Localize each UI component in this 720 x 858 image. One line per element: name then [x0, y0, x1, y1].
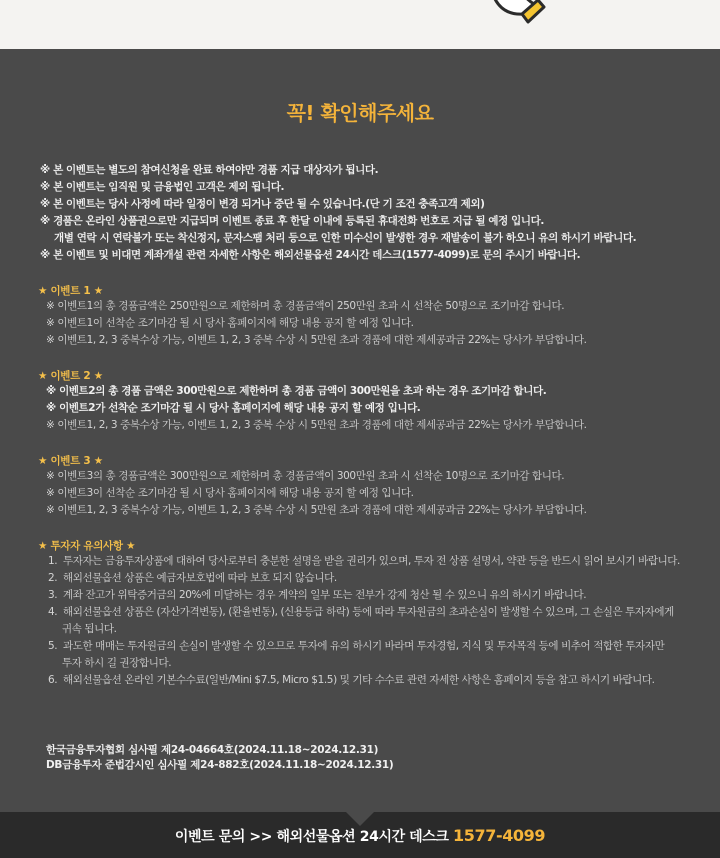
general-note: 개별 연락 시 연락불가 또는 착신정지, 문자스팸 처리 등으로 인한 미수신이 발생한 경우 재발송이 불가 하오니 유의 하시기 바랍니다. — [54, 232, 637, 244]
event2-note: ※ 이벤트1, 2, 3 중복수상 가능, 이벤트 1, 2, 3 중복 수상 시 5만원 초과 경품에 대한 제세공과금 22%는 당사가 부담합니다. — [46, 419, 587, 431]
investor-item-continued: 귀속 됩니다. — [62, 623, 117, 635]
event2-note: ※ 이벤트2의 총 경품 금액은 300만원으로 제한하며 총 경품 금액이 300만원을 초과 하는 경우 조기마감 합니다. — [46, 385, 547, 397]
investor-item: 4. 해외선물옵션 상품은 (자산가격변동), (환율변동), (신용등급 하락) 등에 따라 투자원금의 초과손실이 발생할 수 있으며, 그 손실은 투자자에게 — [48, 606, 674, 618]
event3-title: ★ 이벤트 3 ★ — [38, 455, 103, 467]
investor-item-continued: 투자 하시 길 권장합니다. — [62, 657, 172, 669]
event3-note: ※ 이벤트3이 선착순 조기마감 될 시 당사 홈페이지에 해당 내용 공지 할 예정 입니다. — [46, 487, 414, 499]
event1-note: ※ 이벤트1, 2, 3 중복수상 가능, 이벤트 1, 2, 3 중복 수상 시 5만원 초과 경품에 대한 제세공과금 22%는 당사가 부담합니다. — [46, 334, 587, 346]
event2-title: ★ 이벤트 2 ★ — [38, 370, 103, 382]
top-banner-strip — [0, 0, 720, 49]
review-number: 한국금융투자협회 심사필 제24-04664호(2024.11.18~2024.12.31) — [46, 744, 379, 756]
mascot-hand-icon — [478, 0, 548, 25]
general-note: ※ 본 이벤트 및 비대면 계좌개설 관련 자세한 사항은 해외선물옵션 24시간 데스크(1577-4099)로 문의 주시기 바랍니다. — [40, 249, 581, 261]
event1-title: ★ 이벤트 1 ★ — [38, 285, 103, 297]
investor-item: 1. 투자자는 금융투자상품에 대하여 당사로부터 충분한 설명을 받을 권리가 있으며, 투자 전 상품 설명서, 약관 등을 반드시 읽어 보시기 바랍니다. — [48, 555, 680, 567]
investor-item: 6. 해외선물옵션 온라인 기본수수료(일반/Mini $7.5, Micro $1.5) 및 기타 수수료 관련 자세한 사항은 홈페이지 등을 참고 하시기 바랍니다. — [48, 674, 655, 686]
general-note: ※ 본 이벤트는 별도의 참여신청을 완료 하여야만 경품 지급 대상자가 됩니다. — [40, 164, 379, 176]
investor-item: 5. 과도한 매매는 투자원금의 손실이 발생할 수 있으므로 투자에 유의 하시기 바라며 투자경험, 지식 및 투자목적 등에 비추어 적합한 투자자만 — [48, 640, 665, 652]
general-note: ※ 본 이벤트는 임직원 및 금융법인 고객은 제외 됩니다. — [40, 181, 285, 193]
event3-note: ※ 이벤트1, 2, 3 중복수상 가능, 이벤트 1, 2, 3 중복 수상 시 5만원 초과 경품에 대한 제세공과금 22%는 당사가 부담합니다. — [46, 504, 587, 516]
footer-phone-link[interactable]: 1577-4099 — [453, 826, 546, 845]
general-note: ※ 경품은 온라인 상품권으로만 지급되며 이벤트 종료 후 한달 이내에 등록된 휴대전화 번호로 지급 될 예정 입니다. — [40, 215, 544, 227]
event1-note: ※ 이벤트1이 선착순 조기마감 될 시 당사 홈페이지에 해당 내용 공지 할 예정 입니다. — [46, 317, 414, 329]
event1-note: ※ 이벤트1의 총 경품금액은 250만원으로 제한하며 총 경품금액이 250만원 초과 시 선착순 50명으로 조기마감 합니다. — [46, 300, 565, 312]
investor-notice-title: ★ 투자자 유의사항 ★ — [38, 540, 136, 552]
general-note: ※ 본 이벤트는 당사 사정에 따라 일정이 변경 되거나 중단 될 수 있습니다.(단 기 조건 충족고객 제외) — [40, 198, 485, 210]
event2-note: ※ 이벤트2가 선착순 조기마감 될 시 당사 홈페이지에 해당 내용 공지 할 예정 입니다. — [46, 402, 421, 414]
footer-notch — [346, 812, 374, 826]
investor-item: 3. 계좌 잔고가 위탁증거금의 20%에 미달하는 경우 계약의 일부 또는 전부가 강제 청산 될 수 있으니 유의 하시기 바랍니다. — [48, 589, 587, 601]
notice-title: 꼭! 확인해주세요 — [286, 101, 434, 125]
footer-contact — [0, 826, 720, 846]
event3-note: ※ 이벤트3의 총 경품금액은 300만원으로 제한하며 총 경품금액이 300만원 초과 시 선착순 10명으로 조기마감 합니다. — [46, 470, 565, 482]
footer-label: 이벤트 문의 >> 해외선물옵션 24시간 데스크 — [174, 829, 449, 845]
review-number: DB금융투자 준법감시인 심사필 제24-882호(2024.11.18~2024.12.31) — [46, 759, 394, 771]
investor-item: 2. 해외선물옵션 상품은 예금자보호법에 따라 보호 되지 않습니다. — [48, 572, 337, 584]
